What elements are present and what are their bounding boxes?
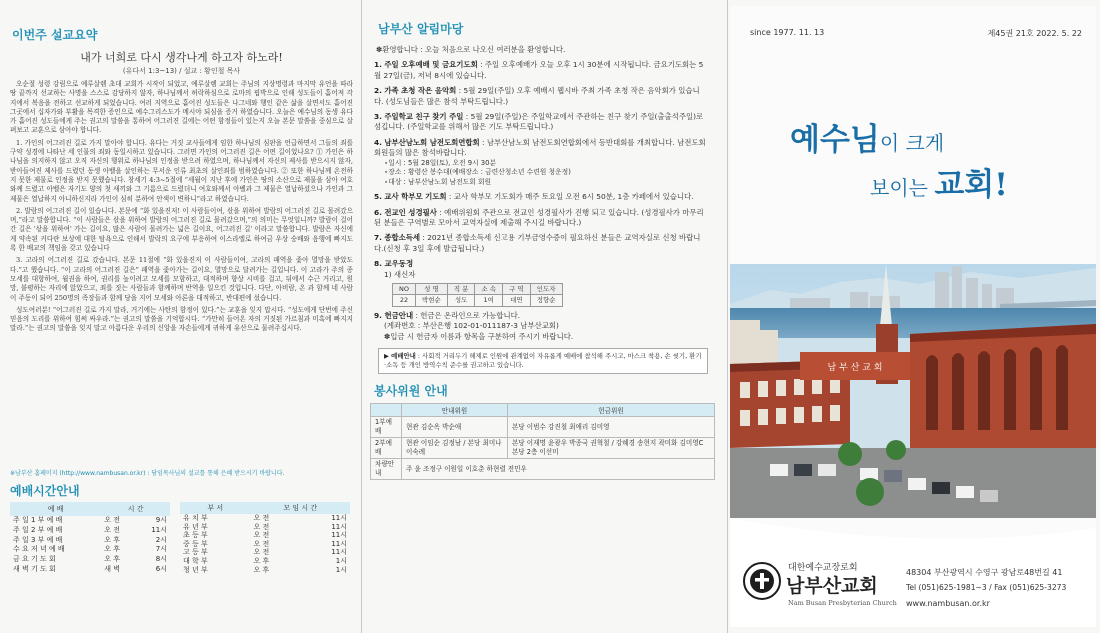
table-cell: 오 전 <box>104 525 121 534</box>
table-cell: 7시 <box>155 545 167 554</box>
table-cell: 1여 <box>475 295 503 306</box>
slogan-big: 예수님 <box>790 122 880 158</box>
table-cell: 오 전 <box>253 522 270 531</box>
table-row <box>371 417 715 438</box>
sermon-paragraph: 3. 고라의 어그러진 길로 갔습니다. 본문 11절에 “화 있을진저 이 사람들이여, 고라의 패역을 좇아 멸망을 받았도다.”고 했습니다. “이 고라의 어그러진 길은” 패역을 좇아가는 길이요, 멸망으로 달려가는 길입니다. 이 고라가 주의 종 모세를 대항하여, 월권을 하여, 권리를 높이려고 모세를 모함하고, 대적하며 향상 시비를 걸고, 뒤에서 수근 거리고, 원망, 불평하는 자리에 앉았으고, 죄를 짓는 사람들과 함께하며 반역을 일으킨 것입니다. 다단, 아비람, 온 과 함께 네 사람이 주동이 되어 250명의 족장들과 함께 당을 지어 모세와 아론을 대적하고, 반대편에 섰습니다. <box>10 256 353 302</box>
website-link[interactable]: www.nambusan.or.kr <box>906 599 990 608</box>
table-cell: 차량안내 <box>371 459 402 480</box>
sermon-panel <box>4 6 359 627</box>
table-cell: 오 후 <box>104 545 121 554</box>
announcement-list <box>374 45 709 342</box>
table-cell: 오 전 <box>253 531 270 540</box>
item-text: : 2021년 종합소득세 신고용 기부금영수증이 필요하신 분들은 교역자실로 신청 바랍니다.(신청 후 3일 후에 발급됩니다.) <box>374 233 701 253</box>
section-title-sermon: 이번주 설교요약 <box>12 28 98 42</box>
table-cell: 고 등 부 <box>183 548 208 557</box>
slogan-line-1 <box>790 114 944 159</box>
item-text: : 예배위원회 주관으로 전교인 성경필사가 진행 되고 있습니다. (성경필사가 마무리된 분들은 구역별로 모아서 교역자실에 제출해 주시길 바랍니다.) <box>374 207 704 227</box>
table-cell: 오 전 <box>104 516 121 525</box>
table-cell: 본당 이범수 강진철 최애리 김미영 <box>507 417 714 438</box>
announcement-item <box>374 138 709 187</box>
table-header: 구 역 <box>503 284 531 295</box>
table-row <box>180 548 350 557</box>
table-row <box>10 516 170 526</box>
table-cell: 주 윤 조정구 이원일 이호춘 하현렬 전민우 <box>402 459 715 480</box>
item-text: : 5월 29일(주일) 오후 예배시 웹시바 주최 가족 초청 작은 음악회가 있습니다. (성도님들은 많은 참석 부탁드립니다.) <box>374 86 700 106</box>
table-cell: 박현순 <box>415 295 447 306</box>
item-text: : 주일 오후예배가 오늘 오후 1시 30분에 시작됩니다. 금요기도회는 5월 27일(금), 저녁 8시에 있습니다. <box>374 60 704 80</box>
sermon-paragraph: 오순절 성령 강림으로 예루살렘 초대 교회가 시작이 되었고, 예루살렘 교회는 주님의 지상명령과 마지막 유언을 따라 땅 끝까지 선교하는 사명을 스스로 감당하지 않자, 하나님께서 허락하심으로 로마의 핍박으로 인해 성도들이 흩어져 각지에서 복음을 전하고 선교하게 되었습니다. 여러 지역으로 흩어진 성도들은 나그네와 행인 같은 삶을 살면서도 흩어진 그곳에서 십자가와 부활을 목격한 증인으로 예수그리스도가 메시야 되심을 증거 하였습니다. 오늘은 예수님의 동생 유다가 흩어진 성도들에게 주는 권고의 말씀을 통하여 어그러진 길에는 어떤 함정들이 있는지 오늘 본문 말씀을 중심으로 살펴보고 교훈으로 삼아야 합니다. <box>10 80 353 135</box>
item-detail: ∘대상 : 남부산남노회 남전도회 회원 <box>384 177 492 186</box>
section-title-volunteers: 봉사위원 안내 <box>374 384 448 399</box>
table-row <box>393 295 563 306</box>
table-header: 헌금위원 <box>507 404 714 417</box>
table-cell: 대연 <box>503 295 531 306</box>
item-title: 주일학교 친구 찾기 주일 <box>384 112 464 122</box>
item-number: 3. <box>374 112 382 122</box>
announcement-item <box>374 311 709 342</box>
table-cell: 청 년 부 <box>183 565 208 574</box>
table-cell: 11시 <box>331 514 347 522</box>
item-detail: ∘장소 : 황령산 봉수대(예배장소 : 금련산청소년 수련원 청운정) <box>384 168 571 177</box>
account-number: (계좌번호 : 부산은행 102-01-011187-3 남부산교회) <box>384 321 559 331</box>
table-cell: 8시 <box>155 555 167 564</box>
table-row <box>10 535 170 545</box>
church-sign: 남 부 산 교 회 <box>827 363 883 373</box>
table-header: 안내위원 <box>402 404 508 417</box>
table-cell: 금 요 기 도 회 <box>13 555 56 564</box>
table-cell: 오 후 <box>253 556 270 565</box>
table-row <box>180 531 350 540</box>
sermon-paragraph: 1. 가인의 어그러진 길로 가지 말아야 합니다. 유다는 거짓 교사들에게 임한 하나님의 심판을 언급하면서 그들의 죄를 구약 성경에 나타난 세 인물의 죄와 동일시하고 있습니다. 그러면 가인의 어그러진 길은 어떤 길이었나요? ① 가인은 하나님을 의지하지 않고 오직 자신의 행위로 하나님의 인정을 받으려 하였으며, 하나님께서 자신의 제사를 받으시지 않자, 받아들여진 제사를 드렸던 동생 아벨을 살인하는 무서운 인류 최초의 살인죄를 범하였습니다. ② 또한 하나님께 온전하지 못한 제물로 인정을 받지 못했습니다. 창세기 4:3~5절에 “세월이 지난 후에 가인은 땅의 소산으로 제물을 삼아 여호와께 드렸고 아벨은 자기도 양의 첫 새끼와 그 기름으로 드렸더니 여호와께서 아벨과 그 제물은 열납하셨으나 가인과 그 제물은 열납하지 아니하신지라 가인이 심히 분하여 안색이 변하니”라고 하였습니다. <box>10 138 353 203</box>
table-header: 직 분 <box>447 284 475 295</box>
sermon-body <box>4 80 359 466</box>
table-cell: 주 일 2 부 예 배 <box>13 525 63 534</box>
table-cell: 본당 이재명 윤광우 박종국 권혁철 / 강혜경 송현지 곽미화 김미영C 본당 2층 이선미 <box>507 438 714 459</box>
worship-table <box>10 502 170 574</box>
announcement-item <box>374 86 709 107</box>
table-cell: 정향순 <box>530 295 562 306</box>
fold-line <box>361 0 362 633</box>
table-cell: 현관 김순옥 박순애 <box>402 417 508 438</box>
table-cell: 현관 이임순 김정남 / 본당 최미나 이숙례 <box>402 438 508 459</box>
sermon-paragraph: 성도여러분! “어그러진 길로 가지 말라, 거기에는 사탄의 함정이 있다.”는 교훈을 잊지 맙시다. “성도에게 단번에 주신 믿음의 도리를 위하여 힘써 싸우라.”는 권고의 말씀을 기억합시다. “가만히 들어온 자의 거짓된 가르침과 미혹에 빠지지 말라.”는 권고의 말씀을 잊지 말고 아름다운 우리의 신앙을 자손들에게 귀하게 유산으로 물려주십시다. <box>10 305 353 333</box>
fold-line <box>727 0 728 633</box>
announcements-panel <box>364 6 724 627</box>
church-logo <box>744 563 780 599</box>
item-title: 교사 학부모 기도회 <box>384 192 447 202</box>
section-title-worship: 예배시간안내 <box>10 484 80 498</box>
item-text: : 남부산남노회 남전도회연합회에서 등반대회를 개최합니다. 남전도회 회원들의 많은 참석바랍니다. <box>374 137 706 158</box>
table-cell: 1부예배 <box>371 417 402 438</box>
table-header <box>371 404 402 417</box>
table-cell: 11시 <box>331 522 347 531</box>
item-title: 주일 오후예배 및 금요기도회 <box>384 60 478 70</box>
table-row <box>180 523 350 532</box>
table-row <box>371 459 715 480</box>
table-cell: 2시 <box>155 535 167 544</box>
table-row <box>180 557 350 566</box>
table-cell: 6시 <box>155 564 167 573</box>
item-title: 9. 헌금안내 <box>374 310 414 320</box>
table-cell: 11시 <box>331 539 347 548</box>
volunteer-table <box>370 403 715 480</box>
item-title: 8. 교우동정 <box>374 259 414 269</box>
announcement-item <box>374 112 709 133</box>
table-cell: 11시 <box>151 525 167 534</box>
item-text: : 교사 학부모 기도회가 매주 토요일 오전 6시 50분, 1층 카페에서 있습니다. <box>446 192 694 202</box>
notice-label: ▶ 예배안내 <box>384 352 416 361</box>
table-cell: 주 일 3 부 예 배 <box>13 535 63 544</box>
table-cell: 새 벽 <box>104 564 121 573</box>
table-row <box>10 545 170 555</box>
table-header: 인도자 <box>530 284 562 295</box>
table-cell: 유 치 부 <box>183 514 208 522</box>
sermon-paragraph: 2. 발람의 어그러진 길이 있습니다. 본문에 “화 있을진저! 이 사람들이여, 삯을 위하여 발람의 어그러진 길로 몰려갔으며,”라고 말씀합니다. “이 사람들은 삯을 위하여 발람의 어그러진 길로 몰려갔으며,”의 의미는 무엇일니까? 발람이 걸어간 길은 '삯을 위하여' 가는 길이요, 많은 사람이 몰려가는 넓은 길이요, 어그러진 길' 이라고 말씀합니다. 발람은 자신에게 약속된 커다란 보상에 대한 탐욕으로 인해서 발락의 요구에 부응하여 이스라엘로 하여금 우상 숭배와 음행에 빠지도록 한 배교의 책임을 갖고 있습니다 <box>10 206 353 253</box>
table-cell: 오 후 <box>104 555 121 564</box>
denomination: 대한예수교장로회 <box>788 563 858 573</box>
sermon-scripture: (유다서 1:3~13) / 설교 : 황인철 목사 <box>122 67 241 75</box>
item-number: 6. <box>374 207 382 217</box>
announcement-item <box>374 60 709 81</box>
table-row <box>180 514 350 523</box>
item-number: 7. <box>374 233 382 243</box>
table-row <box>10 564 170 574</box>
table-cell: 11시 <box>331 548 347 557</box>
table-cell: 새 벽 기 도 회 <box>13 564 56 573</box>
table-header: 부 서 <box>180 502 250 514</box>
worship-notice-box <box>378 348 708 374</box>
church-name: 남부산교회 <box>786 575 878 597</box>
announcement-item <box>374 208 709 229</box>
department-table <box>180 502 350 574</box>
table-cell: 주 일 1 부 예 배 <box>13 516 63 525</box>
table-cell: 유 년 부 <box>183 522 208 531</box>
table-cell: 수 요 저 녁 예 배 <box>13 545 65 554</box>
table-cell: 중 등 부 <box>183 539 208 548</box>
table-row <box>10 525 170 535</box>
item-title: 남부산남노회 남전도회연합회 <box>384 137 480 147</box>
table-header: 예 배 <box>10 502 101 516</box>
table-row <box>10 555 170 565</box>
cover-panel <box>730 6 1096 627</box>
table-cell: 1시 <box>335 565 347 574</box>
issue-info: 제45권 21호 2022. 5. 22 <box>987 29 1082 38</box>
item-subtitle: 1) 새신자 <box>384 269 416 279</box>
church-name-english: Nam Busan Presbyterian Church <box>788 599 897 607</box>
announcement-item <box>374 259 709 307</box>
slogan-small: 보이는 <box>870 176 935 200</box>
item-text: : 5월 29일(주일)은 주일학교에서 주관하는 친구 찾기 주일(출출석주일)로 섬깁니다. (주일학교를 위해서 많은 기도 부탁드립니다.) <box>374 112 704 132</box>
item-number: 2. <box>374 86 382 96</box>
cover-footer <box>730 518 1096 627</box>
slogan-big: 교회! <box>934 167 1008 203</box>
table-cell: 초 등 부 <box>183 531 208 540</box>
table-cell: 대 학 부 <box>183 556 208 565</box>
table-row <box>371 438 715 459</box>
item-note: ✽입금 시 헌금자 이름과 항목을 구분하여 주시기 바랍니다. <box>384 331 574 341</box>
slogan-small: 이 크게 <box>879 131 945 155</box>
table-header: 모 임 시 간 <box>250 502 350 514</box>
table-cell: 오 후 <box>104 535 121 544</box>
item-text: : 헌금은 온라인으로 가능합니다. <box>413 310 521 320</box>
table-cell: 오 전 <box>253 514 270 522</box>
item-number: 1. <box>374 60 382 70</box>
item-number: 4. <box>374 137 382 147</box>
table-cell: 성도 <box>447 295 475 306</box>
table-cell: 2부예배 <box>371 438 402 459</box>
table-header: 소 속 <box>475 284 503 295</box>
table-cell: 1시 <box>335 556 347 565</box>
table-cell: 오 전 <box>253 539 270 548</box>
table-cell: 오 후 <box>253 565 270 574</box>
announcement-item <box>374 192 709 202</box>
item-title: 종합소득세 <box>384 233 421 243</box>
announcement-item <box>374 233 709 254</box>
slogan-line-2 <box>870 159 1008 204</box>
item-title: 전교인 성경필사 <box>384 207 437 217</box>
address: 48304 부산광역시 수영구 광남로48번길 41 <box>906 568 1063 577</box>
table-header: NO <box>393 284 416 295</box>
phone-fax: Tel (051)625-1981~3 / Fax (051)625-3273 <box>906 583 1067 592</box>
worship-tables <box>4 502 359 574</box>
table-cell: 9시 <box>155 516 167 525</box>
table-row <box>180 566 350 575</box>
notice-text: : 사회적 거리두기 해제로 인원에 관계없이 자유롭게 예배에 참석해 주시고, 마스크 착용, 손 씻기, 환기·소독 등 개인 방역수칙 준수를 권고하고 있습니다. <box>384 352 702 370</box>
newcomer-table <box>392 283 563 307</box>
item-title: 가족 초청 작은 음악회 <box>384 86 457 96</box>
since-date: since 1977. 11. 13 <box>750 28 825 37</box>
welcome-note: ✽환영합니다 : 오늘 처음으로 나오신 여러분을 환영합니다. <box>376 45 566 54</box>
table-header: 시 간 <box>101 502 170 516</box>
table-header: 성 명 <box>415 284 447 295</box>
sermon-title: 내가 너희로 다시 생각나게 하고자 하노라! <box>80 51 283 64</box>
item-detail: ∘일시 : 5월 28일(토), 오전 9시 30분 <box>384 158 497 167</box>
table-cell: 오 전 <box>253 548 270 557</box>
homepage-note: ※남부산 홈페이지 (http://www.nambusan.or.kr) : 담임목사님의 설교를 통해 은혜 받으시기 바랍니다. <box>10 470 285 477</box>
table-cell: 22 <box>393 295 416 306</box>
item-number: 5. <box>374 192 382 202</box>
table-cell: 11시 <box>331 531 347 540</box>
church-photo <box>730 264 1096 518</box>
section-title-announcements: 남부산 알림마당 <box>378 22 464 36</box>
